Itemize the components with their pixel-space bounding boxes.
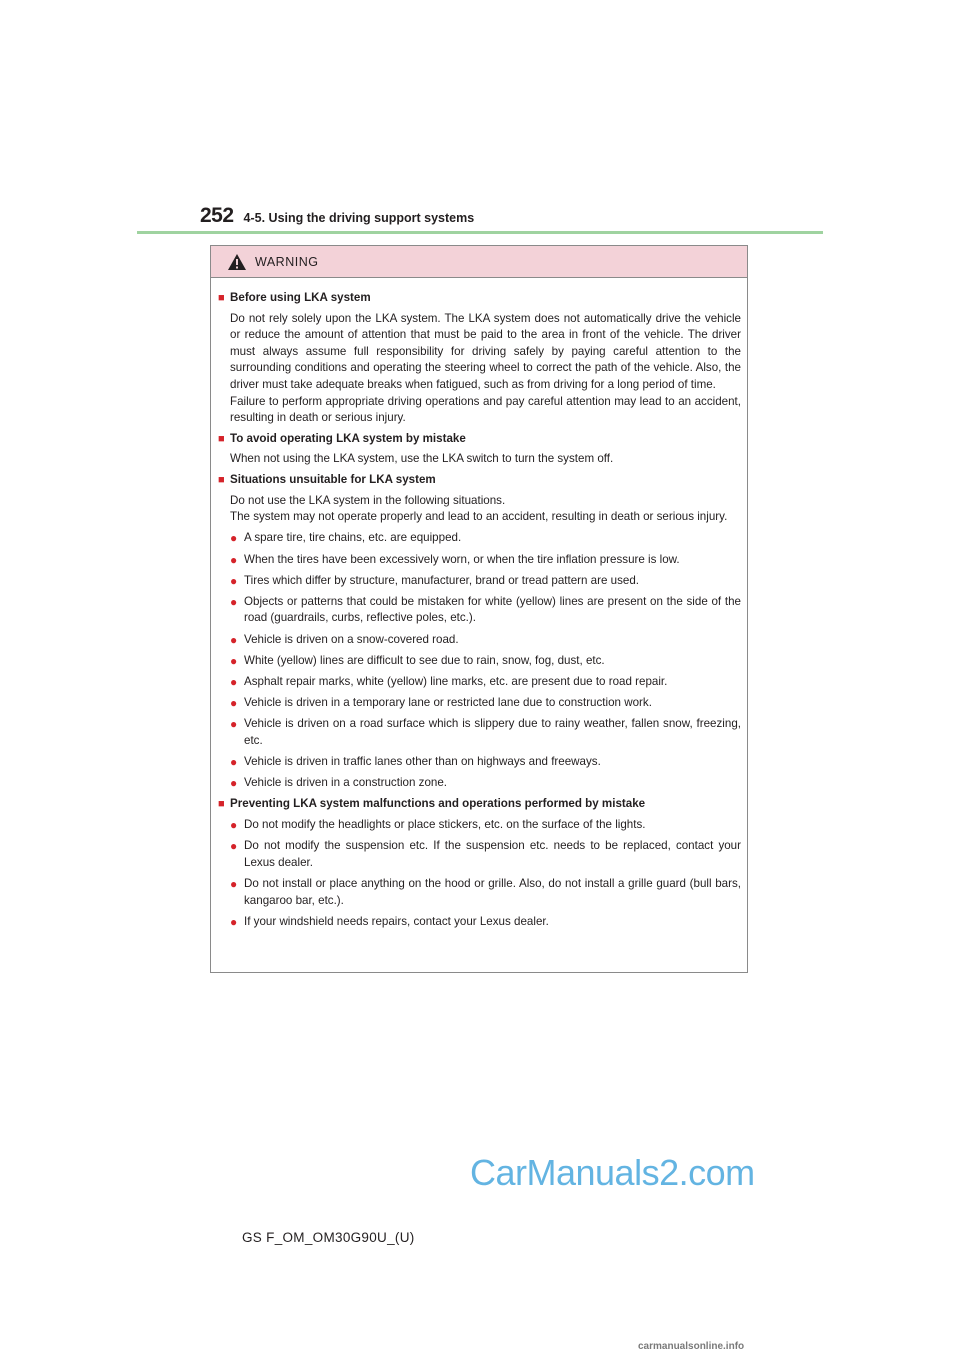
bullet-text: Do not modify the suspension etc. If the suspension etc. needs to be replaced, contact your Lexus dealer. — [244, 839, 741, 869]
bullet-item — [218, 754, 741, 771]
bullet-text: Tires which differ by structure, manufacturer, brand or tread pattern are used. — [244, 573, 640, 587]
warning-section — [218, 431, 741, 468]
section-paragraph: Do not use the LKA system in the following situations. — [230, 493, 506, 507]
bullet-text: Vehicle is driven on a road surface which is slippery due to rainy weather, fallen snow, freezing, etc. — [244, 717, 741, 747]
section-paragraph: The system may not operate properly and lead to an accident, resulting in death or serious injury. — [230, 510, 728, 524]
bullet-item — [218, 914, 741, 931]
bullet-text: Do not install or place anything on the hood or grille. Also, do not install a grille guard (bull bars, kangaroo bar, etc.). — [244, 877, 741, 907]
bullet-item — [218, 530, 741, 547]
bullet-text: Asphalt repair marks, white (yellow) line marks, etc. are present due to road repair. — [244, 675, 668, 689]
bullet-text: Objects or patterns that could be mistaken for white (yellow) lines are present on the side of the road (guardrails, curbs, reflective poles, etc.). — [244, 594, 741, 625]
bullet-item — [218, 716, 741, 749]
red-dot-bullet-icon: ● — [230, 776, 238, 791]
red-dot-bullet-icon: ● — [230, 573, 238, 588]
bullet-item — [218, 775, 741, 792]
red-dot-bullet-icon: ● — [230, 877, 238, 892]
section-heading-text: Preventing LKA system malfunctions and operations performed by mistake — [230, 796, 646, 810]
red-dot-bullet-icon: ● — [230, 696, 238, 711]
warning-triangle-icon — [227, 253, 247, 271]
red-square-bullet-icon: ■ — [218, 473, 225, 486]
section-title: 4-5. Using the driving support systems — [243, 211, 475, 225]
bullet-item — [218, 632, 741, 649]
red-dot-bullet-icon: ● — [230, 914, 238, 929]
section-heading-text: Situations unsuitable for LKA system — [230, 472, 436, 486]
page-header — [200, 204, 474, 228]
section-heading — [218, 290, 741, 307]
section-paragraph: Do not rely solely upon the LKA system. The LKA system does not automatically drive the vehicle or reduce the amount of attention that must be paid to the area in front of the vehicle. The driver must always assume full responsibility for driving safely by paying careful attention to the surrounding conditions and operating the steering wheel to correct the path of the vehicle. Also, the driver must take adequate breaks when fatigued, such as from driving for a long period of time. — [230, 311, 741, 391]
page-number: 252 — [200, 204, 234, 227]
bullet-item — [218, 573, 741, 590]
bullet-text: White (yellow) lines are difficult to see due to rain, snow, fog, dust, etc. — [244, 653, 605, 667]
section-heading — [218, 796, 741, 813]
red-dot-bullet-icon: ● — [230, 594, 238, 609]
bullet-item — [218, 876, 741, 909]
red-dot-bullet-icon: ● — [230, 818, 238, 833]
warning-label: WARNING — [255, 254, 319, 269]
warning-body — [211, 278, 747, 931]
red-dot-bullet-icon: ● — [230, 653, 238, 668]
bullet-text: Vehicle is driven in a construction zone. — [244, 776, 448, 790]
bullet-text: Vehicle is driven on a snow-covered road. — [244, 632, 459, 646]
section-heading — [218, 472, 741, 489]
bullet-item — [218, 695, 741, 712]
red-dot-bullet-icon: ● — [230, 552, 238, 567]
section-heading-text: To avoid operating LKA system by mistake — [230, 431, 466, 445]
section-heading-text: Before using LKA system — [230, 291, 371, 304]
warning-section — [218, 472, 741, 792]
bullet-text: Vehicle is driven in traffic lanes other than on highways and freeways. — [244, 755, 601, 769]
header-rule — [137, 231, 823, 234]
bullet-item — [218, 817, 741, 834]
section-paragraph: When not using the LKA system, use the LKA switch to turn the system off. — [230, 452, 614, 466]
red-square-bullet-icon: ■ — [218, 292, 225, 304]
red-square-bullet-icon: ■ — [218, 432, 225, 445]
site-watermark: carmanualsonline.info — [638, 1341, 745, 1352]
section-paragraph: Failure to perform appropriate driving operations and pay careful attention may lead to an accident, resulting in death or serious injury. — [230, 394, 741, 425]
bullet-text: Vehicle is driven in a temporary lane or restricted lane due to construction work. — [244, 696, 652, 710]
red-dot-bullet-icon: ● — [230, 675, 238, 690]
bullet-text: Do not modify the headlights or place stickers, etc. on the surface of the lights. — [244, 818, 646, 832]
bullet-item — [218, 838, 741, 871]
red-dot-bullet-icon: ● — [230, 717, 238, 732]
bullet-text: If your windshield needs repairs, contact your Lexus dealer. — [244, 914, 549, 928]
warning-box — [210, 245, 748, 973]
warning-header — [211, 246, 747, 278]
warning-section — [218, 796, 741, 931]
watermark-text: CarManuals2.com — [470, 1152, 755, 1193]
bullet-item — [218, 674, 741, 691]
red-dot-bullet-icon: ● — [230, 755, 238, 770]
bullet-item — [218, 552, 741, 569]
section-heading — [218, 431, 741, 448]
bullet-text: When the tires have been excessively worn, or when the tire inflation pressure is low. — [244, 552, 680, 566]
red-dot-bullet-icon: ● — [230, 531, 238, 546]
bullet-item — [218, 653, 741, 670]
bullet-text: A spare tire, tire chains, etc. are equipped. — [244, 531, 462, 545]
red-dot-bullet-icon: ● — [230, 839, 238, 854]
document-code: GS F_OM_OM30G90U_(U) — [242, 1230, 415, 1245]
warning-section — [218, 290, 741, 427]
red-dot-bullet-icon: ● — [230, 632, 238, 647]
red-square-bullet-icon: ■ — [218, 797, 225, 810]
bullet-item — [218, 594, 741, 627]
